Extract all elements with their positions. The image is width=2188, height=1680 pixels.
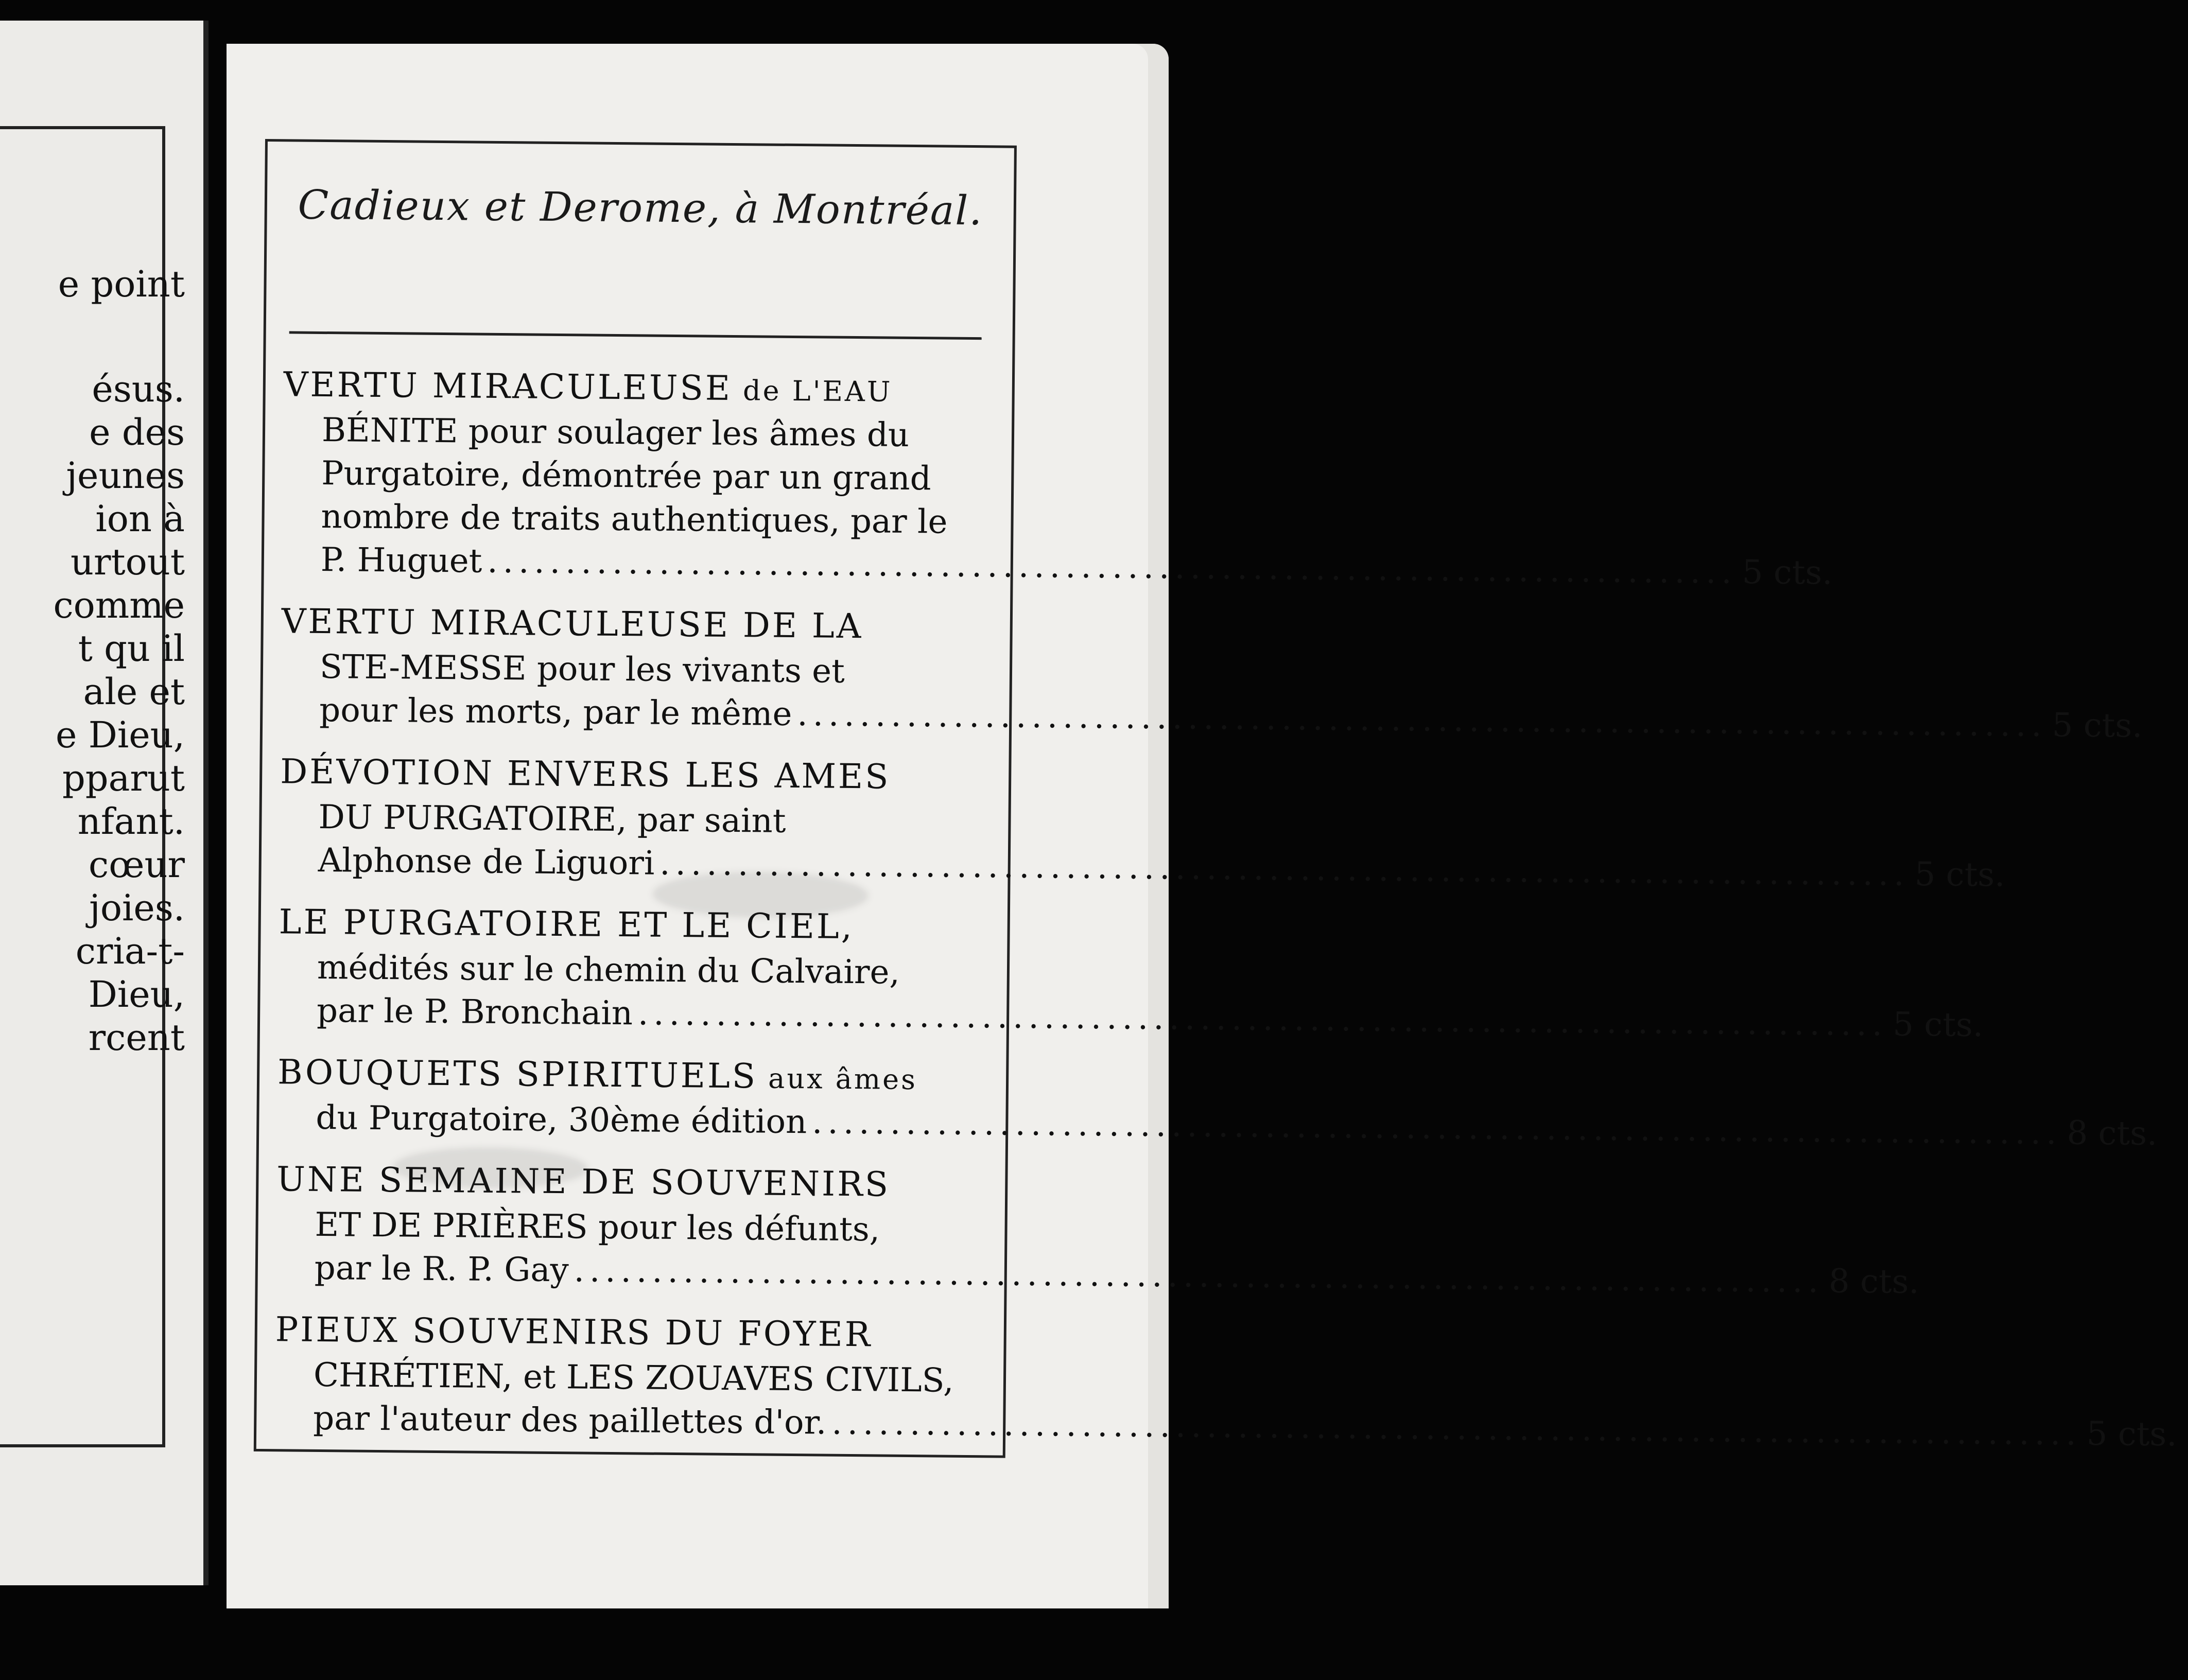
book-title: LE PURGATOIRE ET LE CIEL, [279,902,855,947]
book-description-line: STE-MESSE pour les vivants et [319,647,845,691]
book-entry [279,750,2005,895]
book-entry [274,1308,2177,1454]
book-price-label: pour les morts, par le même [319,691,792,733]
book-title: VERTU MIRACULEUSE DE LA [281,601,863,646]
book-entry-first-line [281,600,989,651]
book-entry-first-line [279,900,987,952]
book-price-line [282,538,1833,592]
book-title: DÉVOTION ENVERS LES AMES [280,751,891,797]
book-price-line [275,1246,1920,1302]
book-price: 5 cts. [1892,1005,1984,1045]
book-title-rest: de L'EAU [732,374,893,408]
leader-dots: ................................................................................ [659,844,1910,894]
book-price: 8 cts. [1828,1262,1920,1302]
book-price-label: Alphonse de Liguori [318,841,655,883]
left-line: nfant. [77,800,185,843]
book-title: VERTU MIRACULEUSE [283,364,733,408]
book-entry [275,1158,1920,1302]
left-line: e des [89,411,185,453]
leader-dots: ................................................................................ [797,695,2047,745]
book-price-label: par le R. P. Gay [314,1249,569,1290]
book-price-line [277,1096,2158,1153]
left-line: jeunes [66,454,185,497]
book-title: UNE SEMAINE DE SOUVENIRS [276,1159,891,1204]
leader-dots: ................................................................................ [574,1251,1824,1301]
book-description-line: CHRÉTIEN, et LES ZOUAVES CIVILS, [313,1356,954,1400]
left-line: pparut [62,757,185,799]
publisher-heading: Cadieux et Derome, à Montréal. [298,182,983,235]
book-price-line [279,838,2005,895]
left-line: e Dieu, [56,714,185,756]
book-description-line: médités sur le chemin du Calvaire, [317,948,900,992]
left-line: cria-t- [75,930,185,972]
book-price-label: par l'auteur des paillettes d'or. [312,1399,827,1442]
book-price: 5 cts. [2086,1414,2177,1454]
book-title-rest: aux âmes [757,1062,918,1096]
book-price: 8 cts. [2067,1114,2158,1153]
book-entry-first-line [275,1308,983,1359]
book-description-line: Purgatoire, démontrée par un grand [321,454,931,498]
book-price-label: P. Huguet [320,540,482,581]
book-price-line [278,989,1984,1045]
left-page-fragment [0,21,209,1585]
right-page [227,44,2177,1608]
left-line: ésus. [92,368,185,410]
left-line: urtout [70,541,185,583]
leader-dots: ................................................................................ [637,994,1888,1044]
left-line: joies. [89,887,185,929]
advert-frame [254,139,2177,1458]
left-line: Dieu, [88,973,185,1016]
divider-rule [289,331,982,340]
left-page-text [53,262,185,1059]
book-entry [281,600,2143,745]
book-title: PIEUX SOUVENIRS DU FOYER [275,1309,873,1355]
book-price: 5 cts. [1742,553,1833,592]
book-entry [282,363,1833,592]
book-price: 5 cts. [2052,706,2143,745]
book-price-line [274,1396,2177,1454]
book-entry-first-line [276,1158,985,1209]
book-price-label: du Purgatoire, 30ème édition [316,1098,807,1142]
book-description-line: ET DE PRIÈRES pour les défunts, [315,1205,880,1249]
book-entry [278,900,1984,1045]
left-line: t qu il [78,627,185,670]
book-description-line: DU PURGATOIRE, par saint [318,798,786,841]
left-line: ale et [83,671,185,713]
book-description-line: BÉNITE pour soulager les âmes du [321,411,910,454]
book-list [274,363,2177,1464]
book-entry-first-line [280,750,988,801]
book-description-line: nombre de traits authentiques, par le [321,497,948,541]
left-line: ion à [95,498,185,540]
leader-dots: ................................................................................ [487,542,1738,591]
left-line: cœur [89,844,185,886]
left-line: e point [58,263,185,305]
book-title: BOUQUETS SPIRITUELS [277,1052,758,1096]
book-price-label: par le P. Bronchain [316,991,633,1033]
left-line: rcent [88,1017,185,1059]
book-price: 5 cts. [1914,855,2005,895]
book-entry-first-line [283,363,992,414]
book-price-line [281,688,2143,745]
leader-dots: ................................................................................ [811,1103,2062,1152]
left-line: comme [53,584,185,626]
book-entry-first-line [277,1051,986,1102]
book-entry [277,1051,2158,1153]
leader-dots: ................................................................................ [831,1404,2082,1453]
